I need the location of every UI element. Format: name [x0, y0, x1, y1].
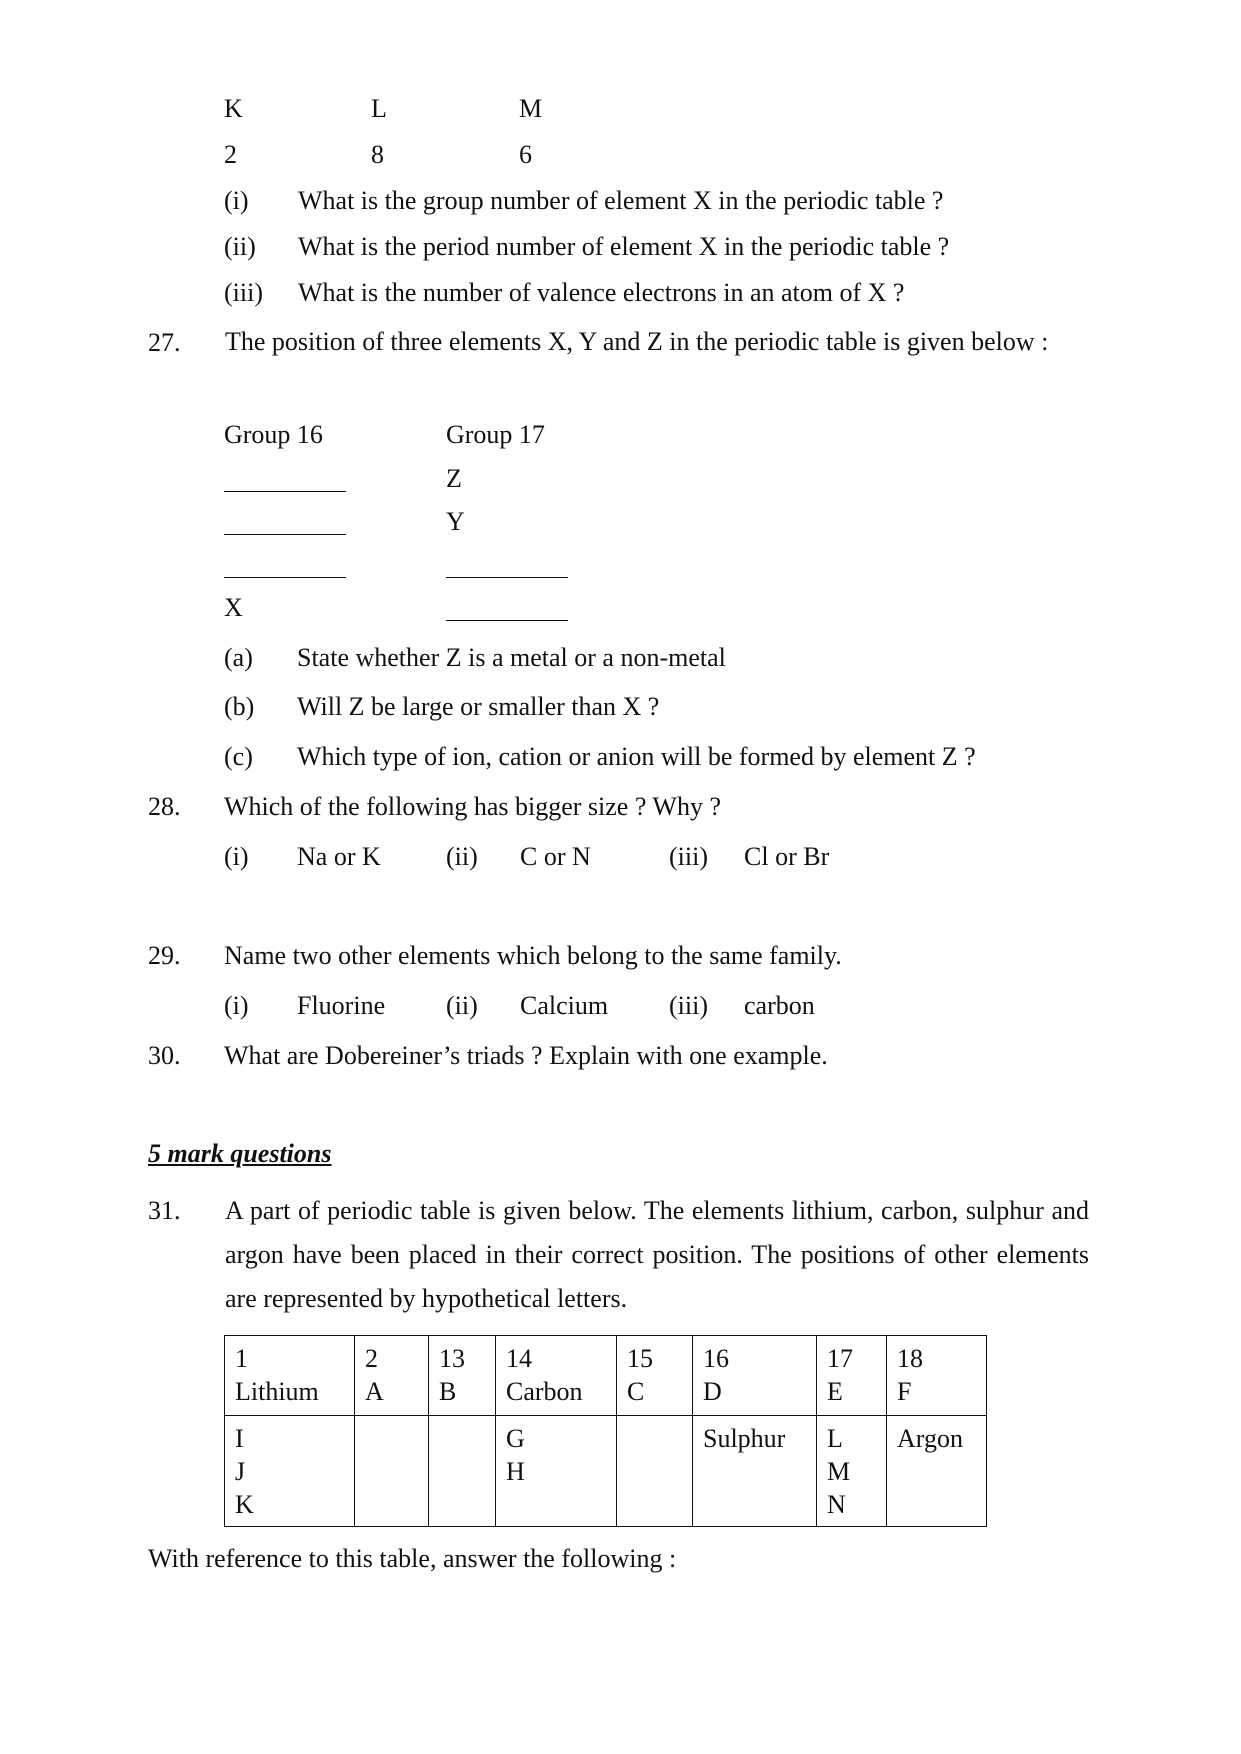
table-cell: 15 C	[617, 1336, 693, 1416]
electrons-m: 6	[519, 140, 532, 169]
table-row	[225, 1336, 987, 1416]
question-number: 29.	[148, 941, 181, 970]
element-z: Z	[446, 464, 462, 493]
table-cell: L M N	[817, 1416, 887, 1527]
table-cell: 2 A	[355, 1336, 429, 1416]
table-cell	[617, 1416, 693, 1527]
question-number: 27.	[148, 328, 181, 357]
group-16-label: Group 16	[224, 420, 323, 449]
q27-part-text: State whether Z is a metal or a non-metal	[297, 643, 726, 672]
q26-part-label: (ii)	[224, 232, 256, 261]
q27-part-text: Which type of ion, cation or anion will be formed by element Z ?	[297, 742, 976, 771]
option-label: (ii)	[446, 991, 478, 1020]
table-row	[225, 1416, 987, 1527]
q27-part-text: Will Z be large or smaller than X ?	[297, 692, 660, 721]
q26-part-label: (i)	[224, 186, 249, 215]
option-label: (i)	[224, 842, 249, 871]
q27-part-label: (b)	[224, 692, 255, 721]
electrons-l: 8	[371, 140, 384, 169]
question-number: 31.	[148, 1196, 181, 1225]
table-cell: Argon	[887, 1416, 987, 1527]
option-label: (iii)	[669, 991, 708, 1020]
group-17-label: Group 17	[446, 420, 545, 449]
q27-part-label: (c)	[224, 742, 253, 771]
question-text: A part of periodic table is given below. The elements lithium, carbon, sulphur and argon have been placed in their correct position. The positions of other elements are represented by hypothetical letters.	[225, 1196, 1089, 1313]
question-text: What are Dobereiner’s triads ? Explain with one example.	[224, 1041, 828, 1070]
table-cell: Sulphur	[693, 1416, 817, 1527]
shell-l: L	[371, 94, 387, 123]
question-text: Name two other elements which belong to the same family.	[224, 941, 842, 970]
option-text: Fluorine	[297, 991, 386, 1020]
question-number: 30.	[148, 1041, 181, 1070]
question-text: The position of three elements X, Y and Z in the periodic table is given below :	[225, 327, 1049, 356]
table-cell: 13 B	[429, 1336, 496, 1416]
option-label: (iii)	[669, 842, 708, 871]
option-label: (ii)	[446, 842, 478, 871]
electrons-k: 2	[224, 140, 237, 169]
option-text: Calcium	[520, 991, 609, 1020]
blank-line	[446, 577, 568, 578]
table-cell: 17 E	[817, 1336, 887, 1416]
blank-line	[224, 491, 346, 492]
table-cell: 18 F	[887, 1336, 987, 1416]
section-heading: 5 mark questions	[148, 1139, 332, 1168]
blank-line	[224, 577, 346, 578]
periodic-table-fragment	[224, 1335, 987, 1527]
q26-part-text: What is the number of valence electrons in an atom of X ?	[298, 278, 905, 307]
shell-m: M	[519, 94, 543, 123]
table-cell: 14 Carbon	[496, 1336, 617, 1416]
q26-part-text: What is the period number of element X in the periodic table ?	[298, 232, 950, 261]
option-text: Cl or Br	[744, 842, 830, 871]
option-text: C or N	[520, 842, 591, 871]
table-cell	[355, 1416, 429, 1527]
element-y: Y	[446, 507, 465, 536]
q27-part-label: (a)	[224, 643, 253, 672]
table-cell: I J K	[225, 1416, 355, 1527]
element-x: X	[224, 593, 243, 622]
table-cell: 1 Lithium	[225, 1336, 355, 1416]
option-label: (i)	[224, 991, 249, 1020]
option-text: carbon	[744, 991, 815, 1020]
table-cell: 16 D	[693, 1336, 817, 1416]
table-cell: G H	[496, 1416, 617, 1527]
q26-part-label: (iii)	[224, 278, 263, 307]
question-number: 28.	[148, 792, 181, 821]
blank-line	[446, 620, 568, 621]
blank-line	[224, 534, 346, 535]
question-text: Which of the following has bigger size ? Why ?	[224, 792, 721, 821]
table-cell	[429, 1416, 496, 1527]
followup-text: With reference to this table, answer the following :	[148, 1544, 677, 1573]
shell-k: K	[224, 94, 243, 123]
option-text: Na or K	[297, 842, 381, 871]
q26-part-text: What is the group number of element X in the periodic table ?	[298, 186, 944, 215]
